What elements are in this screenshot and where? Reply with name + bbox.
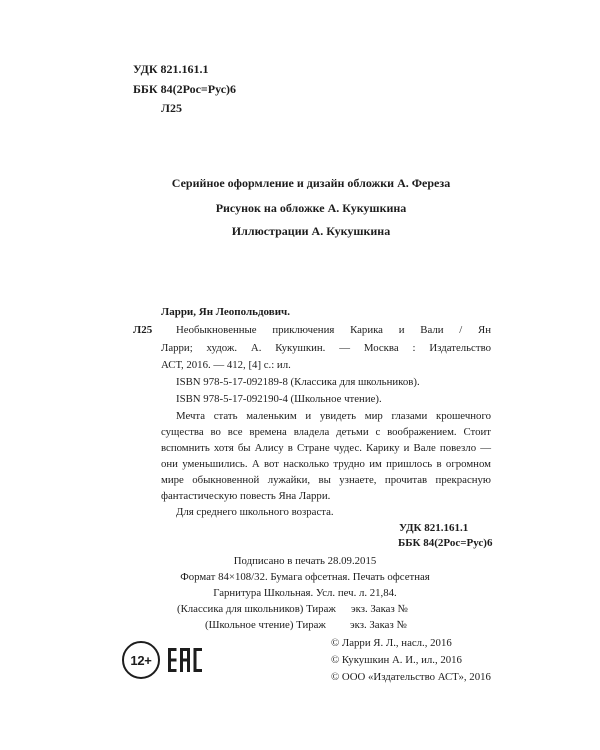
print-run-order: экз. Заказ № [351, 603, 408, 615]
isbn-line: ISBN 978-5-17-092189-8 (Классика для школьников). [176, 376, 420, 388]
credit-series-design: Серийное оформление и дизайн обложки А. Фереза [171, 176, 451, 190]
imprint-typeface: Гарнитура Школьная. Усл. печ. л. 21,84. [213, 587, 397, 599]
copyright-line: © Ларри Я. Л., насл., 2016 [331, 637, 452, 649]
catalog-author-sign: Л25 [133, 324, 153, 336]
author-sign: Л25 [161, 101, 182, 115]
eac-conformity-mark-icon [168, 648, 202, 672]
imprint-signed-date: Подписано в печать 28.09.2015 [233, 555, 377, 567]
print-run-series: (Классика для школьников) Тираж [177, 603, 336, 615]
annotation-line: они уменьшились. А вот насколько трудно им пришлось в огромном [161, 458, 491, 470]
print-run-order: экз. Заказ № [350, 619, 407, 631]
credit-cover-art: Рисунок на обложке А. Кукушкина [215, 201, 407, 215]
isbn-line: ISBN 978-5-17-092190-4 (Школьное чтение). [176, 393, 382, 405]
audience-note: Для среднего школьного возраста. [176, 506, 334, 518]
annotation-line: мире обыкновенной лужайки, вы узнаете, прочитав прекрасную [161, 474, 491, 486]
age-rating-badge [122, 641, 160, 679]
age-rating-text: 12+ [130, 652, 152, 668]
catalog-bbk-code: ББК 84(2Рос=Рус)6 [398, 537, 493, 549]
catalog-author-heading: Ларри, Ян Леопольдович. [161, 306, 291, 318]
copyright-line: © ООО «Издательство АСТ», 2016 [331, 671, 491, 683]
annotation-line: фантастическую повесть Яна Ларри. [161, 490, 331, 502]
credit-illustrations: Иллюстрации А. Кукушкина [231, 224, 391, 238]
catalog-title-line: Ларри; худож. А. Кукушкин. — Москва : Издательство [161, 342, 491, 354]
udk-code: УДК 821.161.1 [133, 62, 209, 76]
bbk-code: ББК 84(2Рос=Рус)6 [133, 82, 237, 96]
catalog-title-line: АСТ, 2016. — 412, [4] с.: ил. [161, 359, 291, 371]
catalog-udk-code: УДК 821.161.1 [399, 522, 469, 534]
annotation-line: Мечта стать маленьким и увидеть мир глазами крошечного [176, 410, 491, 422]
annotation-line: вспомнить хотя бы Алису в Стране чудес. Карику и Вале повезло — [161, 442, 491, 454]
print-run-series: (Школьное чтение) Тираж [205, 619, 326, 631]
catalog-title-line: Необыкновенные приключения Карика и Вали / Ян [176, 324, 491, 336]
annotation-line: существа во все времена владела детьми с воображением. Стоит [161, 426, 491, 438]
copyright-line: © Кукушкин А. И., ил., 2016 [331, 654, 462, 666]
imprint-format: Формат 84×108/32. Бумага офсетная. Печать офсетная [180, 571, 430, 583]
